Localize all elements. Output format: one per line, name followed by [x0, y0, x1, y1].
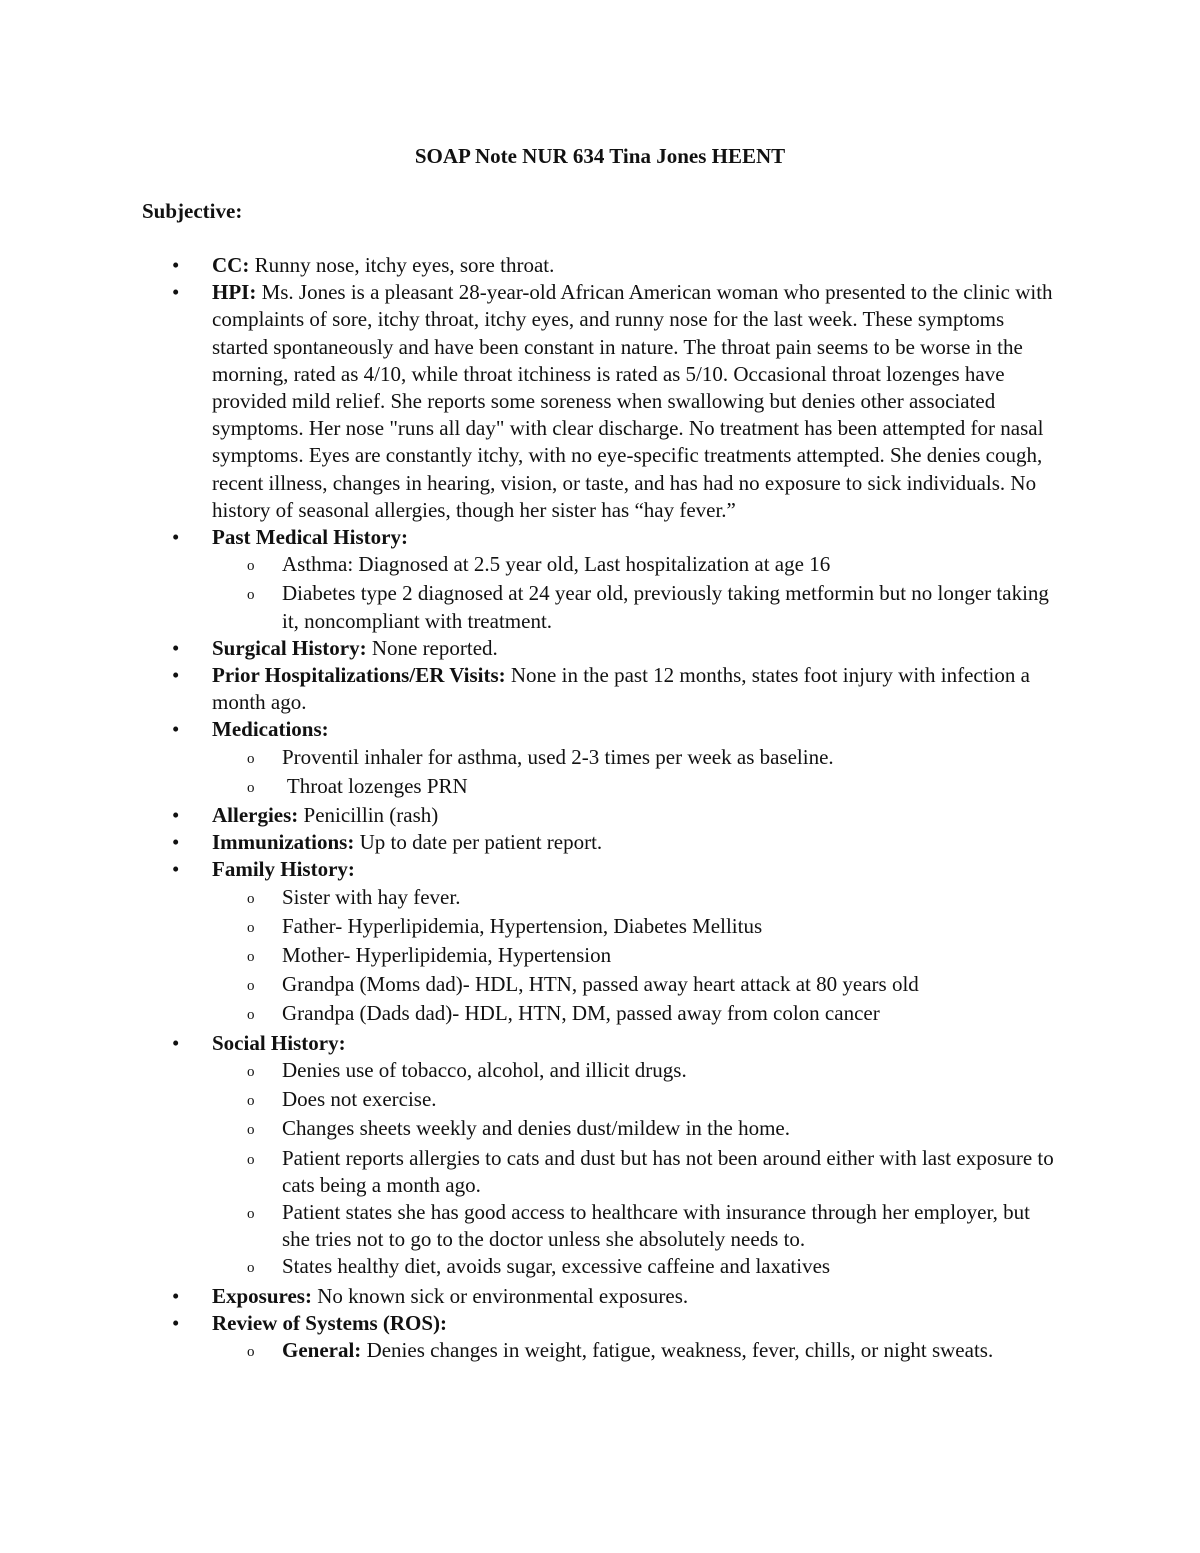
sub-item: o Throat lozenges PRN [142, 773, 1062, 802]
sub-bullet-icon: o [247, 1122, 255, 1139]
document-title: SOAP Note NUR 634 Tina Jones HEENT [414, 144, 786, 168]
bullet-icon: • [172, 663, 180, 688]
list-item-family-history [142, 856, 1062, 883]
sub-item: o Mother- Hyperlipidemia, Hypertension [142, 942, 1062, 971]
sub-item: o Denies use of tobacco, alcohol, and illicit drugs. [142, 1057, 1062, 1086]
subjective-list [142, 252, 1062, 1366]
ros-general-text: Denies changes in weight, fatigue, weakness, fever, chills, or night sweats. [361, 1337, 994, 1362]
item-text: Up to date per patient report. [354, 830, 603, 855]
item-text: None reported. [366, 635, 498, 660]
item-label: Prior Hospitalizations/ER Visits: [212, 663, 506, 688]
sub-item: o Diabetes type 2 diagnosed at 24 year old, previously taking metformin but no longer taking it, noncompliant with treatment. [142, 580, 1062, 634]
sub-bullet-icon: o [247, 949, 255, 966]
sub-item: o Asthma: Diagnosed at 2.5 year old, Last hospitalization at age 16 [142, 551, 1062, 580]
item-text: No known sick or environmental exposures. [311, 1283, 689, 1308]
item-text: Ms. Jones is a pleasant 28-year-old African American woman who presented to the clinic with complaints of sore, itchy throat, itchy eyes, and runny nose for the last week. These symptoms started spontaneously and have been constant in nature. The throat pain seems to be worse in the morning, rated as 4/10, while throat itchiness is rated as 5/10. Occasional throat lozenges have provided mild relief. She reports some soreness when swallowing but denies other associated symptoms. Her nose "runs all day" with clear discharge. No treatment has been attempted for nasal symptoms. Eyes are constantly itchy, with no eye-specific treatments attempted. She denies cough, recent illness, changes in hearing, vision, or taste, and has had no exposure to sick individuals. No history of seasonal allergies, though her sister has “hay fever.” [212, 280, 1053, 522]
item-label: Past Medical History: [212, 525, 408, 550]
sub-bullet-icon: o [247, 750, 255, 767]
list-item-exposures [142, 1283, 1062, 1310]
bullet-icon: • [172, 857, 180, 882]
sub-item-ros-general [142, 1337, 1062, 1366]
sub-bullet-icon: o [247, 1151, 255, 1168]
sub-item: o Does not exercise. [142, 1086, 1062, 1115]
bullet-icon: • [172, 280, 180, 305]
item-label: Social History: [212, 1030, 346, 1055]
bullet-icon: • [172, 1283, 180, 1308]
item-label: Exposures: [212, 1283, 312, 1308]
item-label: Surgical History: [212, 635, 367, 660]
list-item-cc [142, 252, 1062, 279]
sub-bullet-icon: o [247, 1063, 255, 1080]
bullet-icon: • [172, 717, 180, 742]
list-item-past-medical-history [142, 524, 1062, 551]
list-item-hpi [142, 279, 1062, 524]
item-label: Immunizations: [212, 830, 355, 855]
bullet-icon: • [172, 830, 180, 855]
list-item-medications [142, 716, 1062, 743]
item-label: Allergies: [212, 803, 299, 828]
item-label: HPI: [212, 280, 257, 305]
list-item-allergies [142, 802, 1062, 829]
bullet-icon: • [172, 253, 180, 277]
item-text: Penicillin (rash) [298, 803, 439, 828]
list-item-immunizations [142, 829, 1062, 856]
item-label: Review of Systems (ROS): [212, 1310, 448, 1335]
sub-bullet-icon: o [247, 1205, 255, 1222]
item-label: CC: [212, 253, 250, 277]
bullet-icon: • [172, 1030, 180, 1055]
bullet-icon: • [172, 1310, 180, 1335]
sub-item: o Grandpa (Dads dad)- HDL, HTN, DM, passed away from colon cancer [142, 1000, 1062, 1029]
bullet-icon: • [172, 525, 180, 550]
sub-item: o Changes sheets weekly and denies dust/mildew in the home. [142, 1115, 1062, 1144]
sub-item: o Sister with hay fever. [142, 884, 1062, 913]
sub-bullet-icon: o [247, 919, 255, 936]
bullet-icon: • [172, 635, 180, 660]
item-text: None in the past 12 months, states foot injury with infection a month ago. [212, 663, 1030, 715]
list-item-prior-hospitalizations [142, 662, 1062, 716]
sub-item: o States healthy diet, avoids sugar, excessive caffeine and laxatives [142, 1253, 1062, 1282]
sub-bullet-icon: o [247, 890, 255, 907]
sub-item: o Proventil inhaler for asthma, used 2-3 times per week as baseline. [142, 744, 1062, 773]
sub-bullet-icon: o [247, 1343, 255, 1360]
ros-general-label: General: [282, 1337, 362, 1362]
sub-item: o Patient states she has good access to healthcare with insurance through her employer, but she tries not to go to the doctor unless she absolutely needs to. [142, 1199, 1062, 1253]
sub-bullet-icon: o [247, 1007, 255, 1024]
section-heading-subjective: Subjective: [142, 199, 243, 223]
sub-item: o Grandpa (Moms dad)- HDL, HTN, passed away heart attack at 80 years old [142, 971, 1062, 1000]
list-item-social-history [142, 1030, 1062, 1057]
sub-bullet-icon: o [247, 1093, 255, 1110]
list-item-surgical-history [142, 635, 1062, 662]
item-label: Medications: [212, 717, 329, 742]
sub-bullet-icon: o [247, 1260, 255, 1277]
item-label: Family History: [212, 857, 355, 882]
sub-item: o Father- Hyperlipidemia, Hypertension, Diabetes Mellitus [142, 913, 1062, 942]
sub-item: o Patient reports allergies to cats and dust but has not been around either with last exposure to cats being a month ago. [142, 1145, 1062, 1199]
sub-bullet-icon: o [247, 779, 255, 796]
sub-bullet-icon: o [247, 558, 255, 575]
bullet-icon: • [172, 803, 180, 828]
sub-bullet-icon: o [247, 587, 255, 604]
list-item-review-of-systems [142, 1310, 1062, 1337]
item-text: Runny nose, itchy eyes, sore throat. [249, 253, 555, 277]
sub-bullet-icon: o [247, 978, 255, 995]
